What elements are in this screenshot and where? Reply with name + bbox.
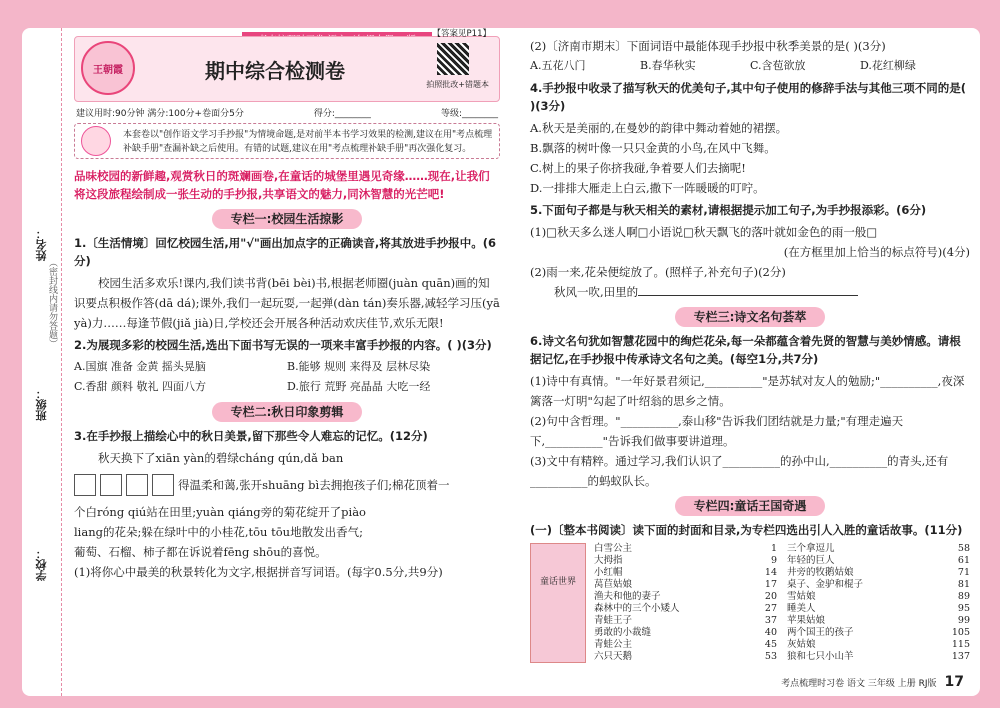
- toc-entry: 年轻的巨人 61: [787, 555, 970, 566]
- toc-entry: 大拇指 9: [594, 555, 777, 566]
- q1-passage: 校园生活多欢乐!课内,我们读书背(bēi bèi)书,根据老师圈(juàn quān)画的知识要点积极作答(dā dá);课外,我们一起玩耍,一起弹(dàn tán)奏乐器,减轻学习压(yā yà)力……每逢节假(jiǎ jià)日,学校还会开展各种活动欢庆佳节,欢乐无限!: [74, 276, 500, 330]
- intro-text: 品味校园的新鲜趣,观赏秋日的斑斓画卷,在童话的城堡里遇见奇缘……现在,让我们将这段旅程绘制成一张生动的手抄报,共享语文的魅力,同沐智慧的光芒吧!: [74, 169, 490, 201]
- section-1-title: 专栏一:校园生活掠影: [212, 209, 362, 229]
- time-info: 建议用时:90分钟 满分:100分+卷面分5分: [76, 109, 244, 119]
- option[interactable]: C.香甜 颜料 敬礼 四面八方: [74, 380, 207, 393]
- exam-page: [22, 28, 980, 696]
- section-2-title: 专栏二:秋日印象剪辑: [212, 402, 362, 422]
- toc-entry: 白雪公主 1: [594, 543, 777, 554]
- page-footer: 考点梳理时习卷 语文 三年级 上册 RJ版 17: [781, 674, 964, 690]
- toc-entry: 苹果姑娘 99: [787, 615, 970, 626]
- question-7: (一)〔整本书阅读〕读下面的封面和目录,为专栏四选出引人入胜的童话故事。(11分): [530, 523, 963, 537]
- book-block: [530, 543, 970, 663]
- section-4-title: 专栏四:童话王国奇遇: [675, 496, 825, 516]
- q5-part-1: (1)□秋天多么迷人啊□小语说□秋天飘飞的落叶就如金色的雨一般□: [530, 225, 878, 239]
- option[interactable]: A.国旗 准备 金黄 摇头晃脑: [74, 360, 206, 373]
- q3-part-2: (2)〔济南市期末〕下面词语中最能体现手抄报中秋季美景的是( )(3分): [530, 39, 886, 53]
- table-of-contents: [594, 543, 970, 663]
- question-3: 3.在手抄报上描绘心中的秋日美景,留下那些令人难忘的记忆。(12分): [74, 429, 428, 443]
- exam-info: [76, 106, 498, 119]
- q6-part-3: (3)文中有精粹。通过学习,我们认识了__________的孙中山,__________的青头,还有__________的蚂蚁队长。: [530, 454, 949, 488]
- option[interactable]: B.能够 规则 来得及 层林尽染: [287, 360, 431, 373]
- q3-line: liang的花朵;躲在绿叶中的小桂花,tōu tōu地散发出香气;: [74, 525, 363, 539]
- toc-entry: 狼和七只小山羊 137: [787, 651, 970, 662]
- option[interactable]: A.秋天是美丽的,在曼妙的韵律中舞动着她的裙摆。: [530, 121, 788, 135]
- seal-line-note: （密封线内请勿答题）: [47, 258, 57, 348]
- toc-entry: 三个拿逗儿 58: [787, 543, 970, 554]
- toc-entry: 灰姑娘 115: [787, 639, 970, 650]
- option[interactable]: D.花红柳绿: [860, 59, 916, 72]
- school-label: 学校：: [35, 548, 48, 581]
- answer-boxes[interactable]: 得温柔和蔼,张开shuāng bì去拥抱孩子们;棉花顶着一: [74, 468, 500, 502]
- option[interactable]: D.一排排大雁走上白云,撒下一阵暖暖的叮咛。: [530, 181, 765, 195]
- toc-entry: 青蛙王子 37: [594, 615, 777, 626]
- toc-entry: 睡美人 95: [787, 603, 970, 614]
- question-4: 4.手抄报中收录了描写秋天的优美句子,其中句子使用的修辞手法与其他三项不同的是( )(3分): [530, 81, 966, 113]
- q3-line: 个白róng qiú站在田里;yuàn qiáng旁的菊花绽开了piào: [74, 505, 366, 519]
- section-3-title: 专栏三:诗文名句荟萃: [675, 307, 825, 327]
- q5-part-2: (2)雨一来,花朵便绽放了。(照样子,补充句子)(2分): [530, 265, 786, 279]
- right-column: [530, 36, 970, 663]
- q3b-options: [530, 56, 970, 76]
- q3-line: 葡萄、石榴、柿子都在诉说着fēng shōu的喜悦。: [74, 545, 327, 559]
- exam-title: 期中综合检测卷: [205, 59, 345, 83]
- name-label: 姓名：: [35, 228, 48, 261]
- toc-entry: 青蛙公主 45: [594, 639, 777, 650]
- question-6: 6.诗文名句犹如智慧花园中的绚烂花朵,每一朵都蕴含着先贤的智慧与美妙情感。请根据记忆,在手抄报中传承诗文名句之美。(每空1分,共7分): [530, 334, 961, 366]
- score-field: 得分:________: [313, 109, 371, 119]
- binding-strip: [22, 28, 62, 696]
- level-field: 等级:________: [440, 109, 498, 119]
- option[interactable]: A.五花八门: [530, 59, 586, 72]
- q5-answer-line[interactable]: 秋风一吹,田里的: [530, 282, 970, 302]
- toc-entry: 雪姑娘 89: [787, 591, 970, 602]
- usage-note: 本套卷以"创作语文学习手抄报"为情境命题,是对前半本书学习效果的检测,建议在用"考点梳理补缺手册"查漏补缺之后使用。有错的试题,建议在用"考点梳理补缺手册"再次强化复习。: [74, 123, 500, 159]
- q6-part-1: (1)诗中有真情。"一年好景君须记,__________"是苏轼对友人的勉励;"__________,夜深篱落一灯明"勾起了叶绍翁的思乡之情。: [530, 374, 965, 408]
- brand-logo: 王朝霞: [81, 41, 135, 95]
- exam-header: [74, 29, 500, 102]
- class-label: 班级：: [35, 388, 48, 421]
- question-5: 5.下面句子都是与秋天相关的素材,请根据提示加工句子,为手抄报添彩。(6分): [530, 203, 927, 217]
- q6-part-2: (2)句中含哲理。"__________,泰山移"告诉我们团结就是力量;"有理走遍天下,__________"告诉我们做事要讲道理。: [530, 414, 904, 448]
- option[interactable]: B.春华秋实: [640, 59, 696, 72]
- qr-caption: 拍照批改+错题本: [426, 80, 489, 89]
- book-cover: 童话世界: [530, 543, 586, 663]
- toc-entry: 勇敢的小裁缝 40: [594, 627, 777, 638]
- toc-entry: 莴苣姑娘 17: [594, 579, 777, 590]
- toc-entry: 桌子、金驴和棍子 81: [787, 579, 970, 590]
- toc-entry: 六只天鹅 53: [594, 651, 777, 662]
- option[interactable]: C.含苞欲放: [750, 59, 806, 72]
- q3-line: 秋天换下了xiān yàn的碧绿cháng qún,dǎ ban: [98, 451, 344, 465]
- q5-part-1-hint: (在方框里加上恰当的标点符号)(4分): [783, 245, 970, 259]
- qr-code-icon[interactable]: [437, 43, 469, 75]
- question-1: 1.〔生活情境〕回忆校园生活,用"√"画出加点字的正确读音,将其放进手抄报中。(6分): [74, 236, 497, 268]
- option[interactable]: B.飘落的树叶像一只只金黄的小鸟,在风中飞舞。: [530, 141, 776, 155]
- toc-entry: 小红帽 14: [594, 567, 777, 578]
- left-column: [74, 29, 500, 582]
- page-number: 17: [944, 674, 964, 690]
- q2-options: [74, 357, 500, 397]
- q3-subquestion: (1)将你心中最美的秋景转化为文字,根据拼音写词语。(每字0.5分,共9分): [74, 565, 443, 579]
- option[interactable]: C.树上的果子你挤我碰,争着要人们去摘呢!: [530, 161, 746, 175]
- option[interactable]: D.旅行 荒野 亮晶晶 大吃一经: [287, 380, 431, 393]
- answer-ref: 【答案见P11】: [432, 29, 491, 39]
- toc-entry: 渔夫和他的妻子 20: [594, 591, 777, 602]
- toc-entry: 井旁的牧鹅姑娘 71: [787, 567, 970, 578]
- toc-entry: 两个国王的孩子 105: [787, 627, 970, 638]
- toc-entry: 森林中的三个小矮人 27: [594, 603, 777, 614]
- question-2: 2.为展现多彩的校园生活,选出下面书写无误的一项来丰富手抄报的内容。( )(3分): [74, 338, 492, 352]
- cartoon-girl-icon: [81, 126, 111, 156]
